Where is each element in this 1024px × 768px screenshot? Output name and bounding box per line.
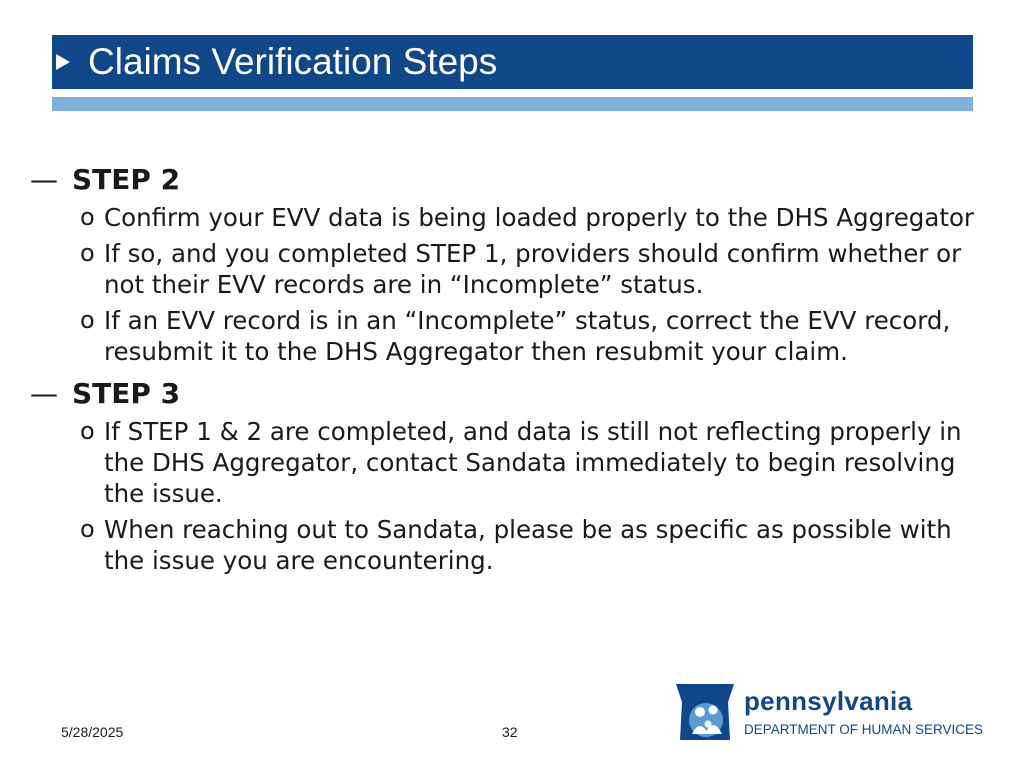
step-heading [30,372,995,416]
bullet-marker: o [80,239,95,267]
pa-dhs-logo [672,680,982,746]
bullet-marker: o [80,515,95,543]
logo-wordmark: pennsylvania [744,686,913,716]
page-number: 32 [502,724,518,740]
step-3 [30,372,995,576]
list-item [80,305,995,367]
keystone-family-icon [672,680,738,746]
step-heading [30,158,995,202]
footer-date: 5/28/2025 [61,724,124,740]
title-arrow-icon [56,54,70,70]
step-heading-text: STEP 2 [72,163,181,196]
list-item [80,514,995,576]
title-underline [52,97,973,111]
list-item [80,416,995,509]
list-item [80,202,995,233]
step-heading-text: STEP 3 [72,377,181,410]
dash-marker: — [30,163,58,196]
bullet-text: When reaching out to Sandata, please be as specific as possible with the issue you are encountering. [104,515,952,575]
step-2 [30,158,995,367]
bullet-text: If an EVV record is in an “Incomplete” status, correct the EVV record, resubmit it to the DHS Aggregator then resubmit your claim. [104,306,951,366]
bullet-text: Confirm your EVV data is being loaded properly to the DHS Aggregator [104,203,975,232]
bullet-marker: o [80,306,95,334]
bullet-marker: o [80,417,95,445]
page-title: Claims Verification Steps [88,41,498,82]
bullet-text: If so, and you completed STEP 1, providers should confirm whether or not their EVV records are in “Incomplete” status. [104,239,962,299]
logo-subtitle: DEPARTMENT OF HUMAN SERVICES [744,722,984,737]
slide-content [30,158,995,581]
title-bar [52,35,973,89]
bullet-marker: o [80,203,95,231]
dash-marker: — [30,377,58,410]
list-item [80,238,995,300]
bullet-text: If STEP 1 & 2 are completed, and data is still not reflecting properly in the DHS Aggregator, contact Sandata immediately to begin resolving the issue. [104,417,962,508]
